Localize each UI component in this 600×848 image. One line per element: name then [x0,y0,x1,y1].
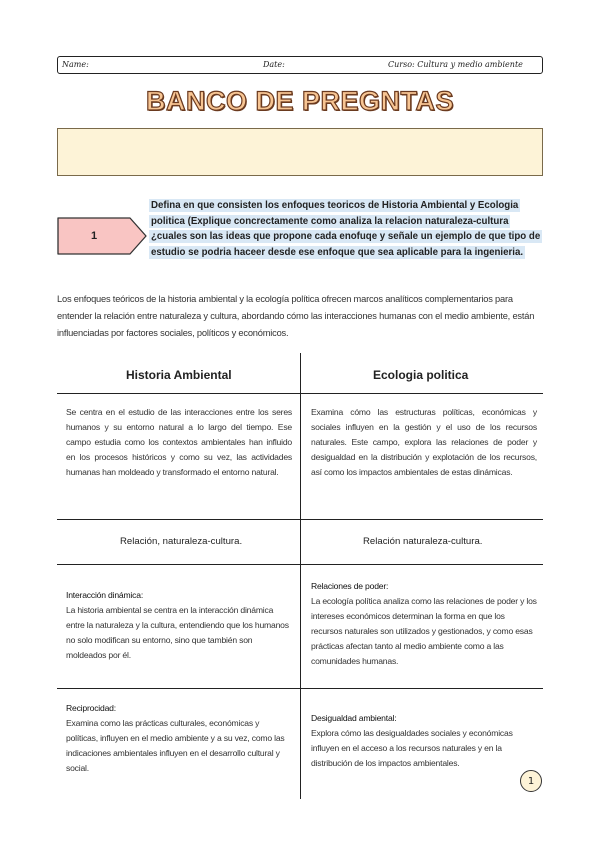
col-header-historia: Historia Ambiental [126,368,232,382]
historia-point-2-text: Examina como las prácticas culturales, económicas y políticas, influyen en el medio ambiente y a su vez, como las indicaciones ambientales influyen en el desarrollo cultural y social. [66,718,285,773]
page-title: BANCO DE PREGNTAS [145,86,455,116]
ecologia-definition: Examina cómo las estructuras políticas, económicas y sociales influyen en la gestión y el uso de los recursos naturales. Este campo, explora las relaciones de poder y desigualdad en la distribución y explotación de los recursos, así como los impactos ambientales de estas dinámicas. [311,407,537,477]
name-label: Name: [62,60,89,69]
intro-paragraph: Los enfoques teóricos de la historia ambiental y la ecología política ofrecen marcos analíticos complementarios para entender la relación entre naturaleza y cultura, abordando cómo las interacciones humanas con el medio ambiente, están influenciadas por factores sociales, políticos y económicos. [57,294,535,338]
question-text [149,198,547,260]
historia-point-2 [66,701,292,776]
table-divider-rel [57,564,543,565]
historia-relation-label: Relación, naturaleza-cultura. [120,536,243,547]
ecologia-point-2-text: Explora cómo las desigualdades sociales y económicas influyen en el acceso a los recursos naturales y en la distribución de los impactos ambientales. [311,728,513,768]
ecologia-point-1 [311,579,537,669]
question-number: 1 [90,230,98,242]
ecologia-point-2-title: Desigualdad ambiental: [311,713,397,723]
col-header-ecologia: Ecologia politica [373,368,469,382]
course-label: Curso: Cultura y medio ambiente [388,60,523,69]
table-divider-row [57,688,543,689]
historia-point-1-text: La historia ambiental se centra en la interacción dinámica entre la naturaleza y la cultura, entendiendo que los humanos no solo modifican su entorno, sino que también son moldeados por él. [66,605,289,660]
page-number: 1 [520,770,542,792]
header-bar [57,56,543,74]
question-highlight: Defina en que consisten los enfoques teoricos de Historia Ambiental y Ecologia politica (Explique concrectamente como analiza la relacion naturaleza-cultura ¿cuales son las ideas que propone cada enofuqe y señale un ejemplo de que tipo de estudio se podria haceer desde ese enfoque que sea aplicable para la ingenieria. [151,200,541,258]
ecologia-point-1-title: Relaciones de poder: [311,581,389,591]
table-divider-vertical [300,353,301,799]
historia-definition: Se centra en el estudio de las interacciones entre los seres humanos y su entorno natural a lo largo del tiempo. Ese campo estudia como los contextos ambientales han influido en los procesos históricos y como su vez, las actividades humanas han moldeado y transformado el entorno natural. [66,407,292,477]
table-divider-header [57,393,543,394]
historia-point-1 [66,588,292,663]
table-divider-def [57,519,543,520]
historia-point-1-title: Interacción dinámica: [66,590,144,600]
ecologia-point-2 [311,711,537,771]
title-answer-box [57,128,543,176]
date-label: Date: [263,60,285,69]
ecologia-relation-label: Relación naturaleza-cultura. [363,536,483,547]
historia-point-2-title: Reciprocidad: [66,703,116,713]
ecologia-point-1-text: La ecología política analiza como las relaciones de poder y los intereses económicos determinan la forma en que los recursos naturales son utilizados y gestionados, y como esas prácticas afectan tanto al medio ambiente como a las comunidades humanas. [311,596,537,666]
